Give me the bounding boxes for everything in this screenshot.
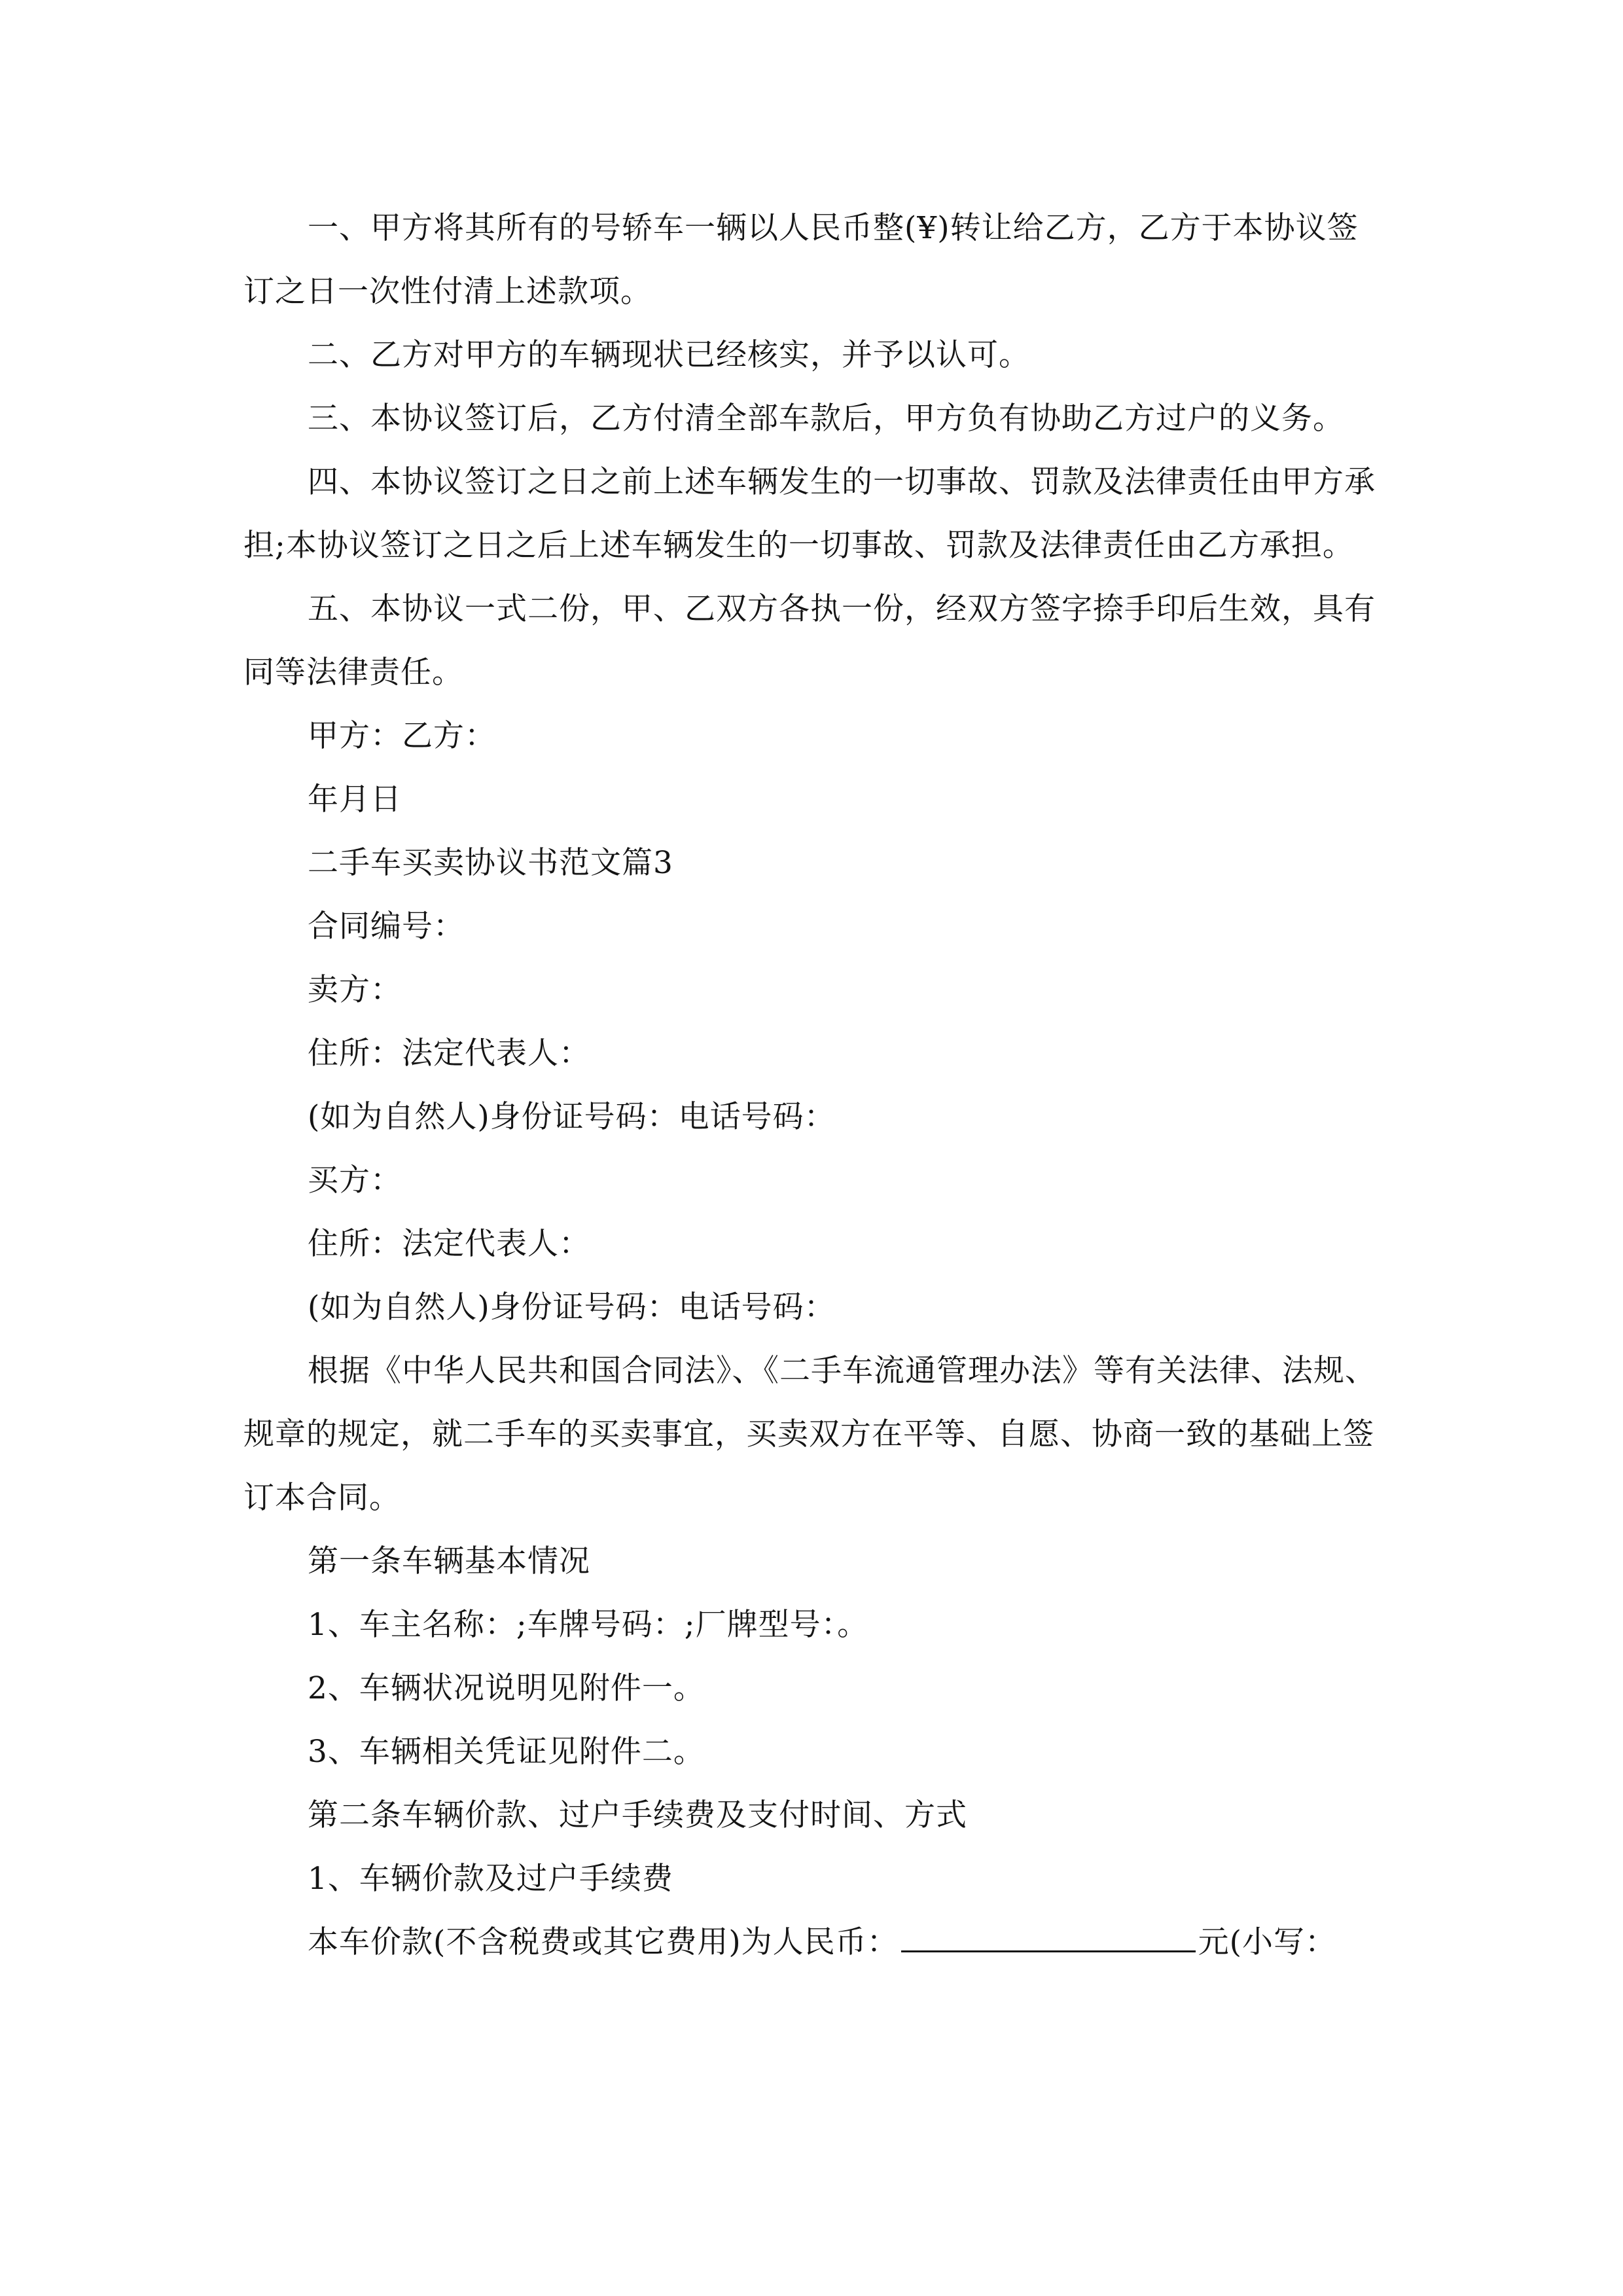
buyer-address: 住所：法定代表人： — [308, 1226, 590, 1262]
article-1-item-1: 1、车主名称：;车牌号码：;厂牌型号：。 — [308, 1607, 869, 1643]
clause-4: 四、本协议签订之日之前上述车辆发生的一切事故、罚款及法律责任由甲方承担;本协议签订之日之后上述车辆发生的一切事故、罚款及法律责任由乙方承担。 — [243, 464, 1376, 564]
seller-label: 卖方： — [308, 972, 402, 1008]
buyer-label: 买方： — [308, 1162, 402, 1198]
signature-parties: 甲方：乙方： — [308, 718, 496, 754]
article-2-heading: 第二条车辆价款、过户手续费及支付时间、方式 — [308, 1797, 967, 1833]
legal-basis: 根据《中华人民共和国合同法》、《二手车流通管理办法》等有关法律、法规、规章的规定，就二手车的买卖事宜，买卖双方在平等、自愿、协商一致的基础上签订本合同。 — [243, 1353, 1376, 1516]
signature-date: 年月日 — [308, 781, 402, 817]
article-1-item-3: 3、车辆相关凭证见附件二。 — [308, 1734, 705, 1770]
clause-1: 一、甲方将其所有的号轿车一辆以人民币整(¥)转让给乙方，乙方于本协议签订之日一次性付清上述款项。 — [243, 210, 1359, 310]
seller-address: 住所：法定代表人： — [308, 1035, 590, 1071]
price-blank — [901, 1916, 1196, 1952]
article-2-item-1: 1、车辆价款及过户手续费 — [308, 1861, 673, 1897]
section-title: 二手车买卖协议书范文篇3 — [308, 845, 673, 881]
price-line — [243, 1910, 1389, 1974]
document-body — [243, 196, 1389, 1974]
buyer-id: (如为自然人)身份证号码：电话号码： — [308, 1289, 836, 1325]
clause-5: 五、本协议一式二份，甲、乙双方各执一份，经双方签字捺手印后生效，具有同等法律责任。 — [243, 591, 1376, 691]
price-line-unit: 元(小写： — [1198, 1924, 1337, 1960]
clause-2: 二、乙方对甲方的车辆现状已经核实，并予以认可。 — [308, 337, 1030, 373]
price-line-label: 本车价款(不含税费或其它费用)为人民币： — [308, 1924, 899, 1960]
contract-number: 合同编号： — [308, 908, 465, 944]
article-1-item-2: 2、车辆状况说明见附件一。 — [308, 1670, 705, 1706]
article-1-heading: 第一条车辆基本情况 — [308, 1543, 590, 1579]
clause-3: 三、本协议签订后，乙方付清全部车款后，甲方负有协助乙方过户的义务。 — [308, 401, 1344, 437]
seller-id: (如为自然人)身份证号码：电话号码： — [308, 1099, 836, 1135]
